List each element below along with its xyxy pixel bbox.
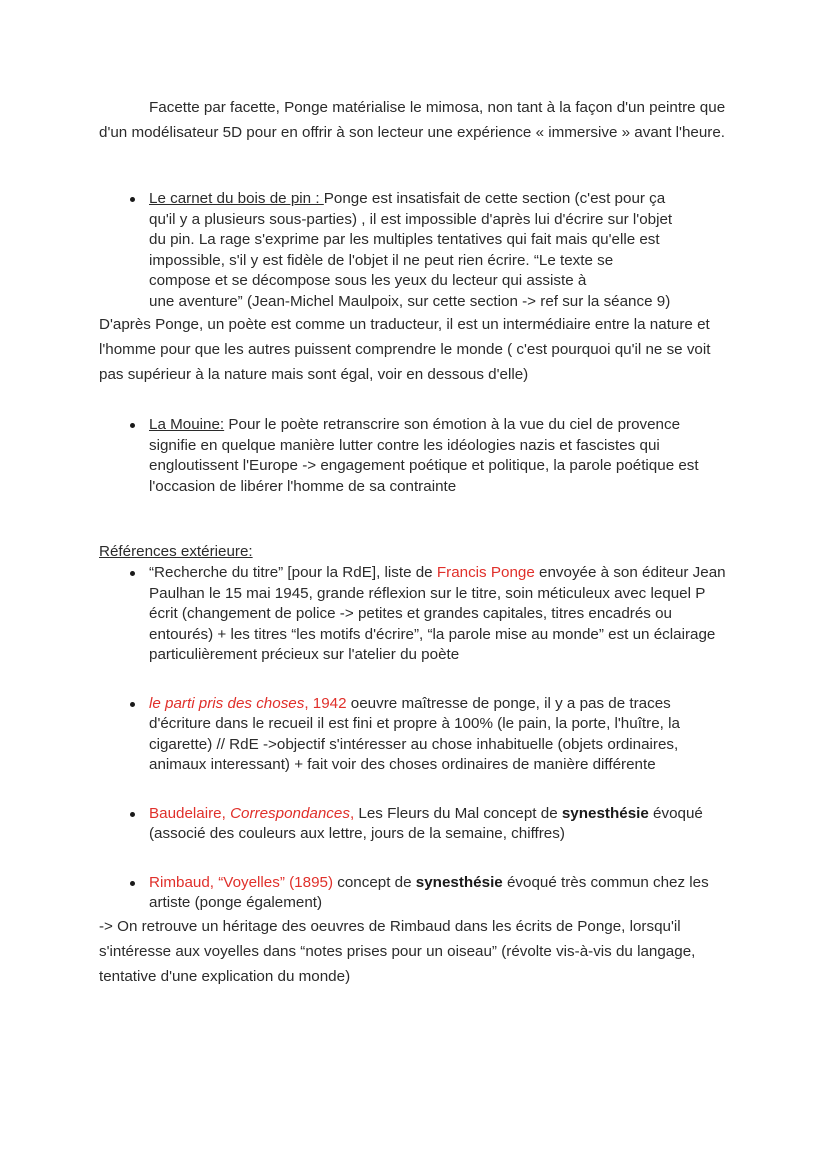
carnet-line2: qu'il y a plusieurs sous-parties) , il est impossible d'après lui d'écrire sur l'objet <box>149 210 673 228</box>
carnet-line4: impossible, s'il y est fidèle de l'objet il ne peut rien écrire. “Le texte se <box>149 251 614 269</box>
bullet-list-rimbaud <box>99 873 727 914</box>
references-heading-wrap <box>99 541 727 563</box>
bullet-list-baudelaire <box>99 804 727 845</box>
spacer <box>99 145 727 189</box>
recherche-red-name: Francis Ponge <box>436 564 535 581</box>
carnet-lead-underlined: Le carnet du bois de pin : <box>149 190 324 207</box>
intro-paragraph: Facette par facette, Ponge matérialise le mimosa, non tant à la façon d'un peintre que d'un modélisateur 5D pour en offrir à son lecteur une expérience « immersive » avant l'heure. <box>99 99 726 141</box>
rimbaud-red-lead: Rimbaud, “Voyelles” (1895) <box>149 873 334 891</box>
parti-pris-title: le parti pris des choses <box>149 694 305 712</box>
rimbaud-bold-term: synesthésie <box>415 873 503 891</box>
spacer <box>99 387 727 415</box>
baudelaire-bold-term: synesthésie <box>561 804 649 822</box>
bullet-list-recherche <box>99 563 727 666</box>
list-item-parti-pris <box>99 694 727 776</box>
parti-pris-body: oeuvre maîtresse de ponge, il y a pas de traces d'écriture dans le recueil il est fini et propre à 100% (le pain, la porte, l'huître, la cigarette) // RdE ->objectif s'intéresser au chose inhabituelle (objets ordinaires, animaux interessant) + fait voir des choses ordinaires de manière différente <box>149 694 680 773</box>
list-item-baudelaire <box>99 804 727 845</box>
list-item-carnet <box>99 189 727 312</box>
baudelaire-mid: Les Fleurs du Mal concept de <box>354 804 562 822</box>
bullet-list-parti-pris <box>99 694 727 776</box>
spacer <box>99 776 727 804</box>
paragraph-traducteur: D'après Ponge, un poète est comme un traducteur, il est un intermédiaire entre la nature et l'homme pour que les autres puissent comprendre le monde ( c'est pourquoi qu'il ne se voit pas supérieur à la nature mais sont égal, voir en dessous d'elle) <box>99 316 711 383</box>
baudelaire-tail: évoqué (associé des couleurs aux lettre, jours de la semaine, chiffres) <box>149 804 703 842</box>
carnet-line5: compose et se décompose sous les yeux du lecteur qui assiste à <box>149 272 587 289</box>
rimbaud-tail: évoqué très commun chez les artiste (ponge également) <box>149 873 709 911</box>
bullet-list-mouine <box>99 415 727 497</box>
document-content <box>99 95 727 989</box>
rimbaud-mid: concept de <box>333 873 416 891</box>
baudelaire-work: Correspondances <box>230 804 350 822</box>
baudelaire-comma: , <box>349 804 355 822</box>
parti-pris-date: , 1942 <box>304 694 347 712</box>
list-item-recherche <box>99 563 727 666</box>
bullet-list-carnet <box>99 189 727 312</box>
references-heading: Références extérieure: <box>99 543 253 560</box>
recherche-part2: envoyée à son éditeur Jean Paulhan le 15 mai 1945, grande réflexion sur le titre, soin méticuleux avec lequel P écrit (changement de police -> petites et grandes capitales, titres encadrés ou entourés) + les titres “les motifs d'écrire”, “la parole mise au monde” est un éclairage particulièrement précieux sur l'atelier du poète <box>149 564 726 663</box>
spacer <box>99 666 727 694</box>
closing-paragraph: -> On retrouve un héritage des oeuvres de Rimbaud dans les écrits de Ponge, lorsqu'il s'intéresse aux voyelles dans “notes prises pour un oiseau” (révolte vis-à-vis du langage, tentative d'une explication du monde) <box>99 917 696 985</box>
list-item-rimbaud <box>99 873 727 914</box>
mouine-body: Pour le poète retranscrire son émotion à la vue du ciel de provence signifie en quelque manière lutter contre les idéologies nazis et fascistes qui engloutissent l'Europe -> engagement poétique et politique, la parole poétique est l'occasion de libérer l'homme de sa contrainte <box>149 416 699 495</box>
carnet-line6: une aventure” (Jean-Michel Maulpoix, sur cette section -> ref sur la séance 9) <box>149 292 671 310</box>
recherche-part1: “Recherche du titre” [pour la RdE], liste de <box>149 564 437 581</box>
spacer <box>99 497 727 541</box>
spacer <box>99 845 727 873</box>
baudelaire-author: Baudelaire, <box>149 804 231 822</box>
mouine-lead-underlined: La Mouine: <box>149 416 225 433</box>
carnet-line3: du pin. La rage s'exprime par les multiples tentatives qui fait mais qu'elle est <box>149 231 660 248</box>
list-item-mouine <box>99 415 727 497</box>
carnet-line1: Ponge est insatisfait de cette section (c'est pour ça <box>323 190 666 207</box>
